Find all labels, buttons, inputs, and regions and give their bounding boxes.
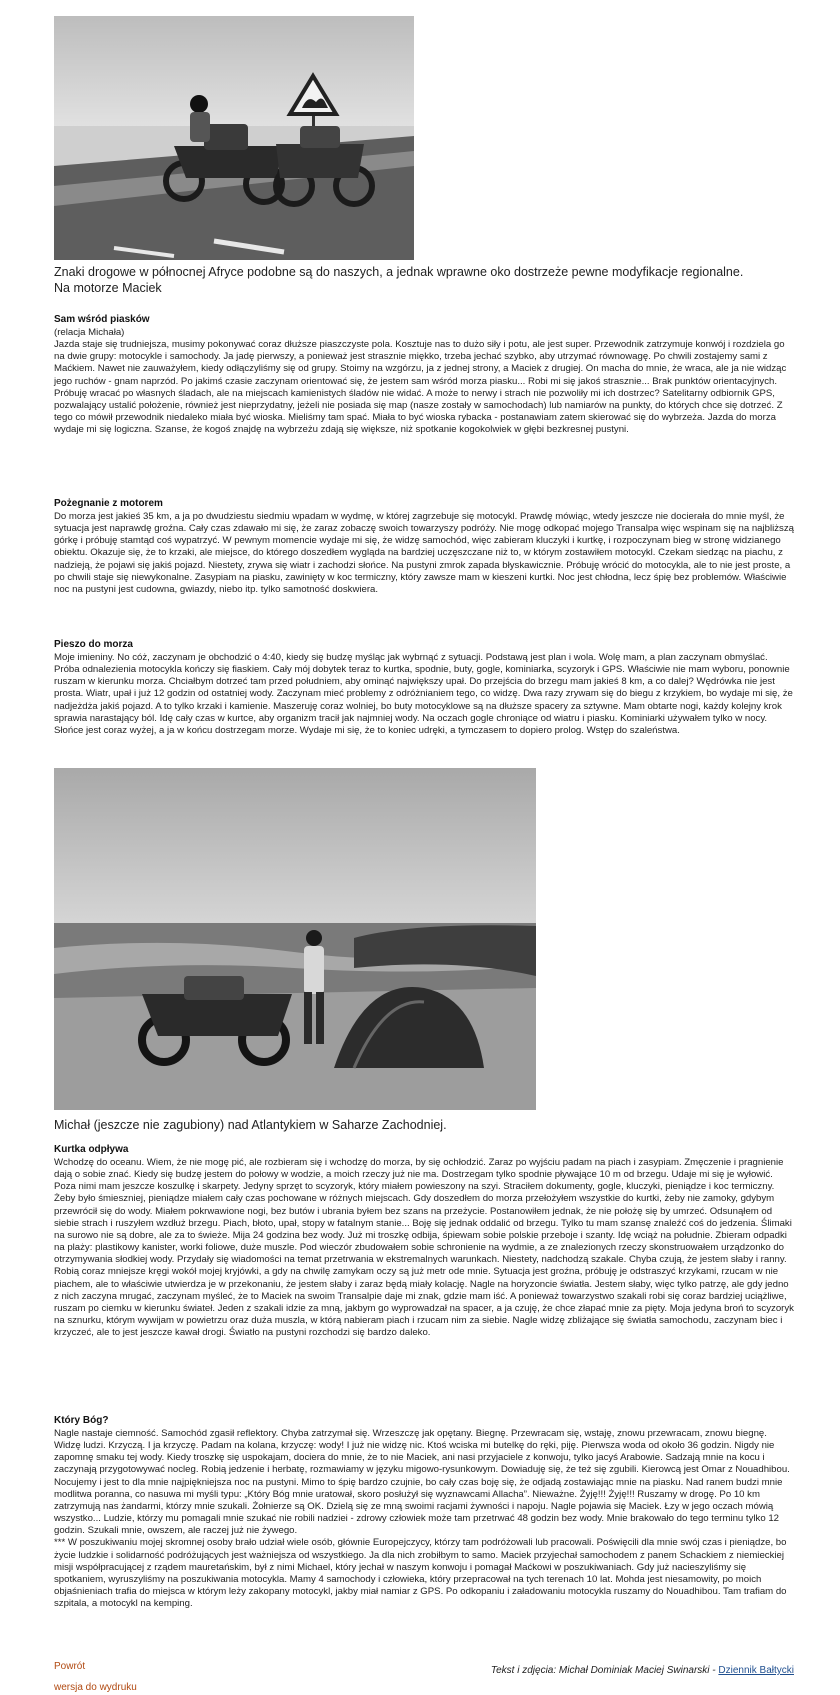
section-subtitle: (relacja Michała) bbox=[54, 327, 125, 338]
back-link[interactable]: Powrót bbox=[54, 1661, 86, 1672]
section-title: Który Bóg? bbox=[54, 1415, 109, 1426]
photo-1-illustration bbox=[54, 16, 414, 260]
credits-row bbox=[54, 1665, 794, 1677]
section-body: Jazda staje się trudniejsza, musimy pokonywać coraz dłuższe piaszczyste pola. Kosztuje nas to dużo siły i potu, ale jest super. Przewodnik zatrzymuje konwój i rozdziela go na dwie grupy: motocykle i samochody. Ja jadę pierwszy, a ponieważ jest strasznie miękko, trzeba jechać szybko, aby utrzymać równowagę. Po chwili zostajemy sami z Maćkiem. Nawet nie zauważyłem, kiedy odłączyliśmy się od grupy. Stoimy na wzgórzu, ja z jednej strony, a Maciek z drugiej. On macha do mnie, że wraca, ale ja nie widząc jego ruchów - gnam naprzód. Po jakimś czasie zaczynam orientować się, że jestem sam wśród morza piasku... Robi mi się jakoś strasznie... Brak punktów orientacyjnych. Próbuję wracać po własnych śladach, ale na miejscach kamienistych śladów nie widać. A może to nerwy i strach nie pozwoliły mi ich dostrzec? Satelitarny odbiornik GPS, pozwalający ustalić położenie, również jest nieprzydatny, jeżeli nie posiada się map (nasze zostały w samochodach) lub namiarów na punkty, do których chce się dotrzeć. Z tego co mówił przewodnik niedaleko miała być wioska. Mieliśmy tam spać. Miała to być wioska rybacka - postanawiam zatem skierować się do wybrzeża. Jazda do morza wydaje mi się logiczna. Szanse, że kogoś znajdę na wybrzeżu zdają się większe, niż spotkanie kogokolwiek w głębi bezkresnej pustyni. bbox=[54, 339, 787, 436]
credits-text: Tekst i zdjęcia: Michał Dominiak Maciej Swinarski - bbox=[490, 1665, 719, 1676]
section-body: Do morza jest jakieś 35 km, a ja po dwudziestu siedmiu wpadam w wydmę, w której zagrzebuje się motocykl. Prawdę mówiąc, wtedy jeszcze nie docierała do mnie myśl, że sytuacja jest naprawdę groźna. Cały czas zdawało mi się, że zaraz zobaczę swoich towarzyszy podróży. Nie mogę odkopać mojego Transalpa więc wspinam się na najbliższą górkę i próbuję stamtąd coś wypatrzyć. W pewnym momencie wydaje mi się, że widzę samochód, więc zabieram kluczyki i kurtkę, i rozpoczynam bieg w stronę widzianego obiektu. Okazuje się, że to krzaki, ale miejsce, do którego doszedłem wygląda na bardziej uczęszczane niż to, w którym zostawiłem motocykl. Czekam siedząc na piachu, z nadzieją, że pojawi się jakiś pojazd. Niestety, zrywa się wiatr i zachodzi słońce. Na pustyni zmrok zapada błyskawicznie. Próbuję wrócić do motocykla, ale to nie jest proste, a po chwili staje się niewykonalne. Zasypiam na piasku, zawinięty w koc termiczny, który zawsze mam w kieszeni kurtki. Noc jest chłodna, lecz śpię bez problemów. Właściwie noc na pustyni jest cudowna, gwiazdy, niebo itp. tylko samotność doskwiera. bbox=[54, 511, 794, 595]
print-row bbox=[54, 1677, 794, 1695]
photo-2-caption: Michał (jeszcze nie zagubiony) nad Atlantykiem w Saharze Zachodniej. bbox=[54, 1118, 447, 1132]
photo-2-block bbox=[54, 768, 794, 1133]
section-ktory-bog bbox=[54, 1414, 794, 1610]
photo-beach-tent bbox=[54, 768, 536, 1110]
photo-1-caption: Znaki drogowe w północnej Afryce podobne są do naszych, a jednak wprawne oko dostrzeże pewne modyfikacje regionalne. Na motorze Maciek bbox=[54, 265, 744, 295]
section-title: Kurtka odpływa bbox=[54, 1144, 129, 1155]
photo-1-block bbox=[54, 16, 794, 296]
section-sam-wsrod-piaskow bbox=[54, 313, 794, 436]
section-title: Pożegnanie z motorem bbox=[54, 498, 163, 509]
section-title: Sam wśród piasków bbox=[54, 314, 150, 325]
source-link[interactable]: Dziennik Bałtycki bbox=[718, 1665, 794, 1676]
section-title: Pieszo do morza bbox=[54, 639, 133, 650]
section-kurtka-odplywa bbox=[54, 1143, 794, 1339]
section-pieszo-do-morza bbox=[54, 638, 794, 737]
photo-motorcycles-road-sign bbox=[54, 16, 414, 260]
section-body-note: *** W poszukiwaniu mojej skromnej osoby brało udział wiele osób, głównie Europejczycy, którzy tam podróżowali lub pracowali. Poświęcili dla mnie swój czas i pieniądze, bo życie ludzkie i solidarność podróżujących jest ważniejsza od wszystkiego. Ja dla nich zrobiłbym to samo. Maciek przyjechał samochodem z panem Schackiem z niemieckiej misji współpracującej z rządem mauretańskim, był z nimi Michael, który jechał w naszym konwoju i pomagał Maćkowi w poszukiwaniach. Gdy już nacieszyliśmy się spotkaniem, wyruszyliśmy na poszukiwania motocykla. Mamy 4 samochody i człowieka, który przepracował na tych terenach 10 lat. Mohda jest niesamowity, po moich objaśnieniach trafia do miejsca w którym leży zakopany motocykl, jakby miał namiar z GPS. Po odkopaniu i załadowaniu motocykla ruszamy do Nouadhibou. Tam trafiam do szpitala, a motocykl na kemping. bbox=[54, 1537, 787, 1610]
print-version-link[interactable]: wersja do wydruku bbox=[54, 1682, 137, 1693]
section-body: Wchodzę do oceanu. Wiem, że nie mogę pić, ale rozbieram się i wchodzę do morza, by się ochłodzić. Zaraz po wyjściu padam na piach i zasypiam. Zmęczenie i pragnienie dają o sobie znać. Kiedy się budzę jestem do połowy w wodzie, a moich rzeczy już nie ma. Dostrzegam tylko spodnie pływające 10 m od brzegu. Udaje mi się je wyłowić. Poza nimi mam jeszcze koszulkę i skarpety. Jedyny sprzęt to scyzoryk, który miałem powieszony na szyi. Straciłem dokumenty, gogle, kluczyki, pieniądze i koc termiczny. Żeby było śmieszniej, pieniądze miałem cały czas pochowane w różnych miejscach. Gdy doszedłem do morza przełożyłem wszystkie do kurtki, żeby nie zamoky, gdybym przewrócił się do wody. Miałem pokrwawione nogi, bez butów i ubrania byłem bez szans na przeżycie. Postanowiłem jednak, że nie położę się by umrzeć. Odsunąłem od siebie strach i ruszyłem wzdłuż brzegu. Piach, błoto, upał, stopy w fatalnym stanie... Boję się jednak oddalić od brzegu. Tylko tu mam szansę znaleźć coś do jedzenia. Ślimaki na surowo nie są dobre, ale za to świeże. Mija 24 godzina bez wody. Już mi troszkę odbija, śpiewam sobie polskie przeboje i szanty. Idę wciąż na południe. Zbieram odpadki na plaży: plastikowy kanister, worki foliowe, duże muszle. Pod wieczór zbudowałem sobie schronienie na wydmie, a ze znalezionych rzeczy skonstruowałem urządzonko do otrzymywania słodkiej wody. Przydały się wiadomości na temat przetrwania w ekstremalnych warunkach. Niestety, nadchodzą szakale. Chyba czują, że jestem słaby i ranny. Robią coraz mniejsze kręgi wokół mojej kryjówki, a gdy na chwilę zamykam oczy są już metr ode mnie. Sytuacja jest groźna, próbuję je odstraszyć krzykami, rzucam w nie piachem, ale to właściwie utwierdza je w przekonaniu, że jestem słaby i zaraz będą miały kolację. Nagle na horyzoncie światła. Jestem słaby, więc tylko patrzę, ale gdy jedno z nich zaczyna mrugać, zaczynam myśleć, że to Maciek na swoim Transalpie daje mi znak, gdzie mam iść. A ponieważ towarzystwo szakali robi się coraz bardziej uciążliwe, ruszam po ciemku w kierunku świateł. Jeden z szakali idzie za mną, jakbym go wyprowadzał na spacer, a ja czuję, że chce złapać mnie za pięty. Moja jedyna broń to scyzoryk na sznurku, którym wywijam w powietrzu oraz duża muszla, w którą nabieram piach i rzucam nim za siebie. Nagle widzę zbliżające się światła samochodu, zaczynam biec i krzyczeć, ale to jest jeszcze kawał drogi. Światło na pustyni rozchodzi się bardzo daleko. bbox=[54, 1157, 794, 1339]
photo-2-illustration bbox=[54, 768, 536, 1110]
section-body: Nagle nastaje ciemność. Samochód zgasił reflektory. Chyba zatrzymał się. Wrzeszczę jak opętany. Biegnę. Przewracam się, wstaję, znowu przewracam, znowu biegnę. Widzę ludzi. Krzyczą. I ja krzyczę. Padam na kolana, krzyczę: wody! I już nie widzę nic. Ktoś wciska mi butelkę do ręki, piję. Pierwsza woda od około 36 godzin. Nigdy nie zapomnę smaku tej wody. Kiedy troszkę się uspokajam, dociera do mnie, że to nie Maciek, ani nasi przyjaciele z konwoju, tylko jacyś Arabowie. Sadzają mnie na kocu i zaczynają przygotowywać nocleg. Robią jedzenie i herbatę, rozmawiamy w języku migowo-rysunkowym. Dowiaduję się, że też się zgubili. Kierowcą jest Omar z Nouadhibou. Nocujemy i jest to dla mnie najpiękniejsza noc na pustyni. Mimo to śpię bardzo czujnie, bo cały czas boję się, że odjadą zostawiając mnie na piasku. Nad ranem budzi mnie modlitwa poranna, co nasuwa mi myśli typu: „Który Bóg mnie uratował, skoro posłużył się wyznawcami Allacha”. Nieważne. Żyję!!! Żyję!!! Ruszamy w drogę. Po 10 km zatrzymują nas żandarmi, którzy mnie szukali. Żołnierze są OK. Dzielą się ze mną swoimi racjami żywności i napoju. Nagle pojawia się Maciek. Łzy w jego oczach mówią wszystko... Ludzie, którzy mu pomagali mnie szukać nie robili nadziei - zdrowy człowiek może tam przetrwać 48 godzin bez wody. Mnie brakowało do tego terminu tylko 12 godzin. Szukali mnie, owszem, ale raczej już nie żywego. bbox=[54, 1428, 790, 1537]
section-pozegnanie-z-motorem bbox=[54, 497, 794, 596]
section-body: Moje imieniny. No cóż, zaczynam je obchodzić o 4:40, kiedy się budzę myśląc jak wybrnąć z sytuacji. Podstawą jest plan i wola. Wolę mam, a plan zaczynam obmyślać. Próba odnalezienia motocykla kończy się fiaskiem. Cały mój dobytek teraz to kurtka, spodnie, buty, gogle, kominiarka, scyzoryk i GPS. Właściwie nie mam wyboru, ponownie ruszam w kierunku morza. Chciałbym dotrzeć tam przed południem, aby ominąć największy upał. Do przejścia do brzegu mam jakieś 8 km, a co dalej? Wędrówka nie jest prosta. Wiatr, upał i już 12 godzin od ostatniej wody. Zaczynam mieć problemy z odróżnianiem tego, co widzę. Dwa razy zrywam się do biegu z krzykiem, bo wydaje mi się, że nadjeżdża jakiś pojazd. A to tylko krzaki i kamienie. Maszeruję coraz wolniej, bo buty motocyklowe są na dłuższe spacery za sztywne. Mam obtarte nogi, każdy kolejny krok sprawia narastający ból. Idę cały czas w kurtce, aby organizm tracił jak najmniej wody. Na oczach gogle chroniące od wiatru i piasku. Kominiarki używałem tylko w nocy. Słońce jest coraz wyżej, a ja w końcu dostrzegam morze. Wydaje mi się, że to koniec udręki, a tymczasem to dopiero prolog. Wstęp do szaleństwa. bbox=[54, 652, 793, 736]
credits bbox=[491, 1665, 794, 1676]
